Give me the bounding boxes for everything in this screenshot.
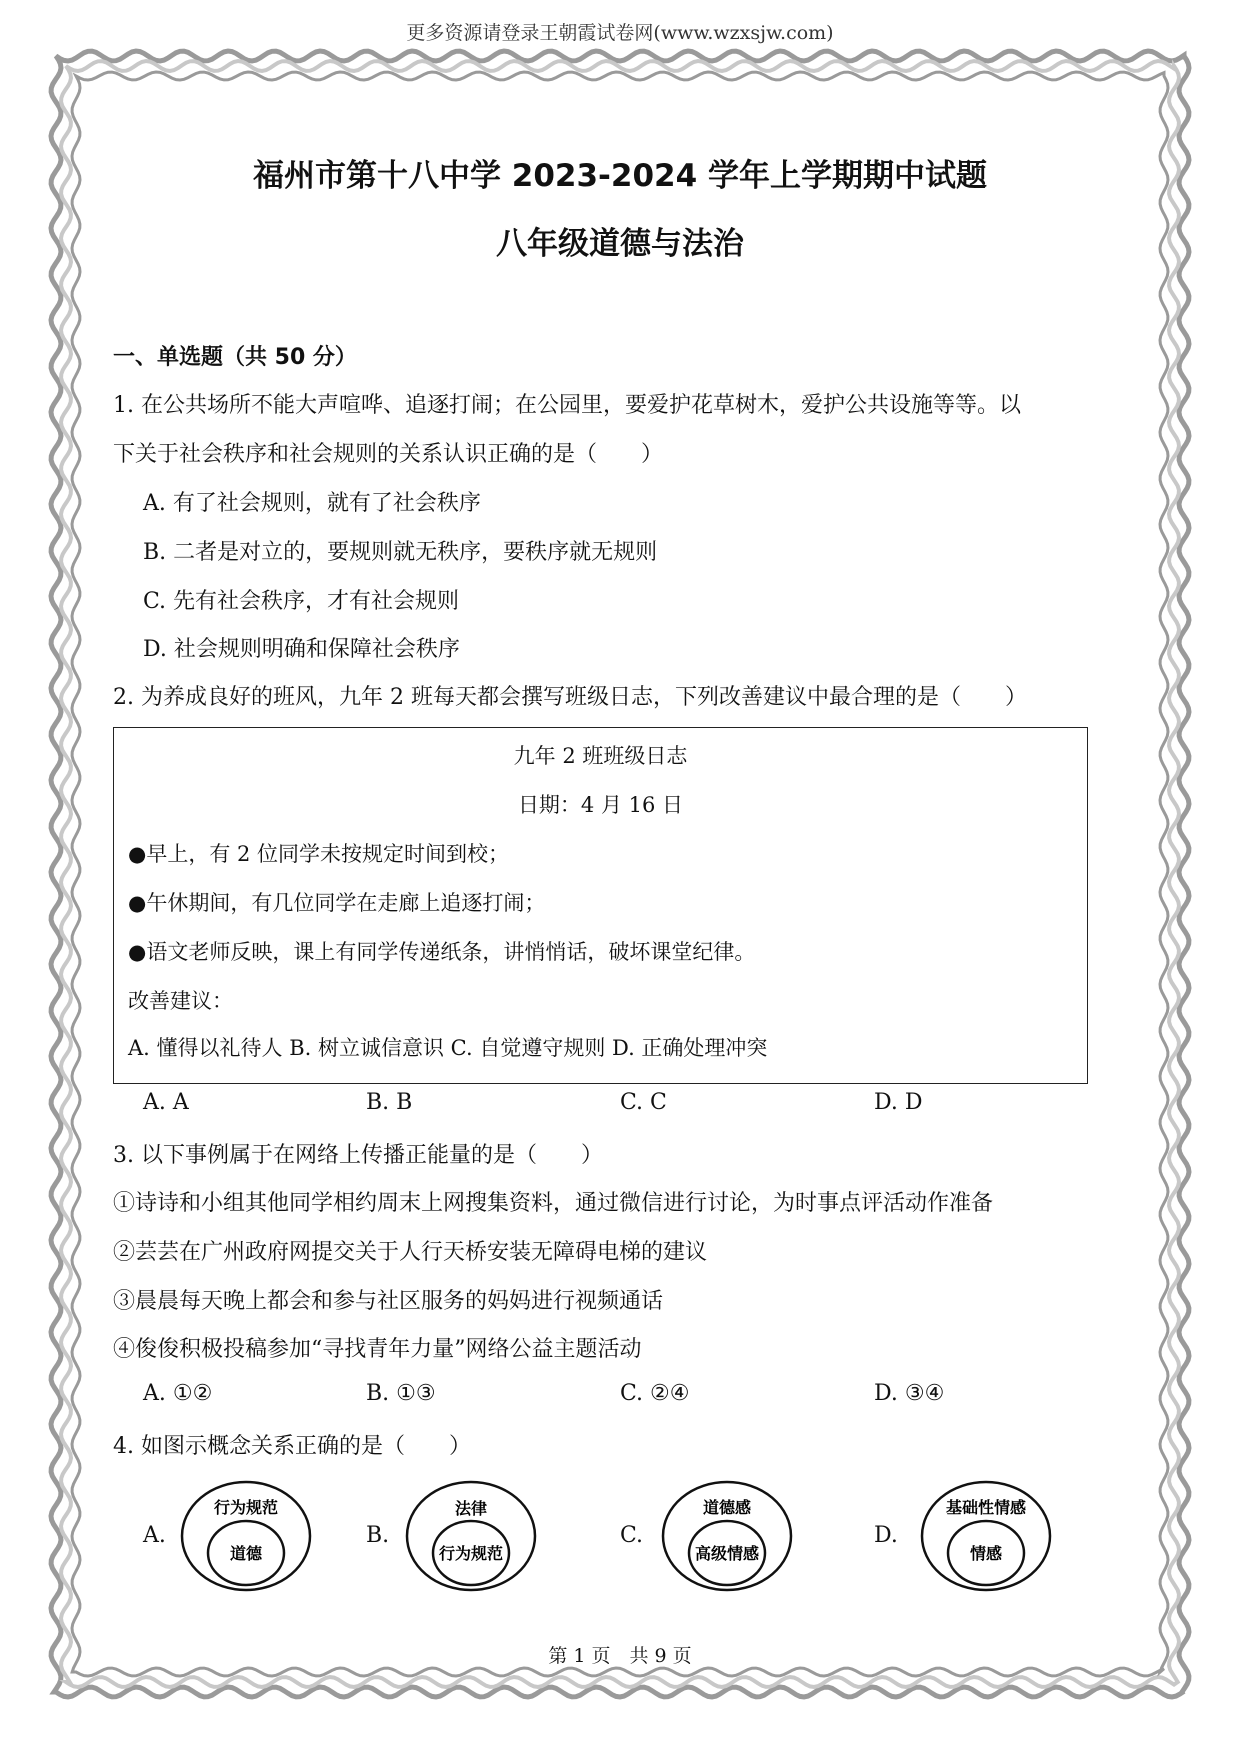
q3-item-3: ③晨晨每天晚上都会和参与社区服务的妈妈进行视频通话	[113, 1289, 664, 1314]
q3-option-c: C. ②④	[620, 1381, 690, 1406]
log-item-1: ●早上，有 2 位同学未按规定时间到校；	[128, 842, 510, 866]
log-item-2: ●午休期间，有几位同学在走廊上追逐打闹；	[128, 891, 546, 915]
q1-option-a: A. 有了社会规则，就有了社会秩序	[143, 491, 481, 516]
q2-option-c: C. C	[620, 1090, 667, 1115]
q2-option-a: A. A	[143, 1090, 189, 1115]
q4-option-d-letter: D.	[874, 1523, 898, 1548]
outer-label: 法律	[454, 1499, 488, 1518]
log-suggest-options: A. 懂得以礼待人 B. 树立诚信意识 C. 自觉遵守规则 D. 正确处理冲突	[128, 1036, 768, 1060]
q3-item-2: ②芸芸在广州政府网提交关于人行天桥安装无障碍电梯的建议	[113, 1240, 708, 1265]
exam-subject: 八年级道德与法治	[496, 226, 744, 262]
q4-option-a-letter: A.	[143, 1523, 166, 1548]
q4-venn-d	[916, 1478, 1056, 1594]
outer-label: 行为规范	[213, 1498, 279, 1517]
log-date: 日期：4 月 16 日	[517, 793, 684, 817]
log-suggest-label: 改善建议：	[128, 989, 233, 1013]
q2-option-b: B. B	[366, 1090, 413, 1115]
outer-label: 基础性情感	[945, 1498, 1027, 1517]
q4-option-b-letter: B.	[366, 1523, 390, 1548]
log-title: 九年 2 班班级日志	[513, 744, 688, 768]
page-footer: 第 1 页 共 9 页	[548, 1645, 692, 1667]
q4-venn-a	[178, 1478, 318, 1594]
q3-item-4: ④俊俊积极投稿参加“寻找青年力量”网络公益主题活动	[113, 1337, 642, 1362]
q3-item-1: ①诗诗和小组其他同学相约周末上网搜集资料，通过微信进行讨论，为时事点评活动作准备	[113, 1191, 994, 1216]
header-note: 更多资源请登录王朝霞试卷网(www.wzxsjw.com)	[406, 22, 834, 44]
outer-label: 道德感	[702, 1498, 752, 1517]
q1-option-d: D. 社会规则明确和保障社会秩序	[143, 637, 460, 662]
inner-label: 行为规范	[438, 1544, 504, 1563]
inner-label: 高级情感	[694, 1544, 760, 1563]
q2-option-d: D. D	[874, 1090, 923, 1115]
log-item-3: ●语文老师反映，课上有同学传递纸条，讲悄悄话，破坏课堂纪律。	[128, 940, 756, 964]
q3-option-b: B. ①③	[366, 1381, 436, 1406]
q3-option-d: D. ③④	[874, 1381, 945, 1406]
q4-venn-b	[401, 1478, 541, 1594]
q4-venn-c	[657, 1478, 797, 1594]
section-heading: 一、单选题（共 50 分）	[113, 345, 357, 370]
exam-title: 福州市第十八中学 2023-2024 学年上学期期中试题	[252, 158, 987, 194]
q1-option-b: B. 二者是对立的，要规则就无秩序，要秩序就无规则	[143, 540, 658, 565]
q1-stem-line1: 1. 在公共场所不能大声喧哗、追逐打闹；在公园里，要爱护花草树木，爱护公共设施等等。以	[113, 393, 1021, 418]
q1-stem-line2: 下关于社会秩序和社会规则的关系认识正确的是（ ）	[113, 442, 664, 467]
inner-label: 情感	[969, 1544, 1003, 1563]
class-log-box	[113, 727, 1088, 1084]
q3-option-a: A. ①②	[143, 1381, 213, 1406]
q4-stem: 4. 如图示概念关系正确的是（ ）	[113, 1434, 471, 1459]
q3-stem: 3. 以下事例属于在网络上传播正能量的是（ ）	[113, 1143, 603, 1168]
q4-option-c-letter: C.	[620, 1523, 644, 1548]
q1-option-c: C. 先有社会秩序，才有社会规则	[143, 589, 460, 614]
q2-stem: 2. 为养成良好的班风，九年 2 班每天都会撰写班级日志，下列改善建议中最合理的是（ ）	[113, 685, 1027, 710]
inner-label: 道德	[229, 1544, 263, 1563]
